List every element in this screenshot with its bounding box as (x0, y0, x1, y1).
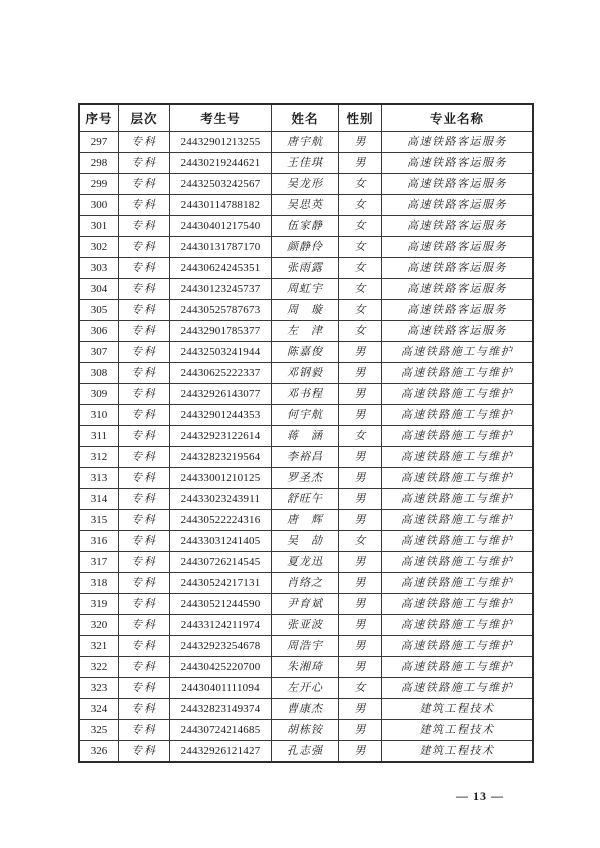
seq-cell: 308 (79, 363, 119, 384)
table-row (79, 237, 533, 258)
name-cell: 蒋 涵 (272, 426, 339, 447)
exam-no-cell: 24430525787673 (170, 300, 272, 321)
level-cell: 专科 (119, 699, 170, 720)
exam-no-cell: 24432901213255 (170, 132, 272, 153)
exam-no-cell: 24430123245737 (170, 279, 272, 300)
level-cell: 专科 (119, 321, 170, 342)
table-row (79, 363, 533, 384)
gender-cell: 男 (339, 405, 382, 426)
level-cell: 专科 (119, 552, 170, 573)
name-cell: 肖络之 (272, 573, 339, 594)
table-row (79, 384, 533, 405)
level-cell: 专科 (119, 342, 170, 363)
header-seq: 序号 (79, 104, 119, 132)
seq-cell: 314 (79, 489, 119, 510)
exam-no-cell: 24430114788182 (170, 195, 272, 216)
major-cell: 高速铁路施工与维护 (382, 531, 534, 552)
gender-cell: 男 (339, 636, 382, 657)
seq-cell: 301 (79, 216, 119, 237)
table-row (79, 573, 533, 594)
seq-cell: 309 (79, 384, 119, 405)
exam-no-cell: 24430522224316 (170, 510, 272, 531)
exam-no-cell: 24432503242567 (170, 174, 272, 195)
seq-cell: 299 (79, 174, 119, 195)
level-cell: 专科 (119, 132, 170, 153)
level-cell: 专科 (119, 426, 170, 447)
name-cell: 夏龙迅 (272, 552, 339, 573)
seq-cell: 311 (79, 426, 119, 447)
major-cell: 高速铁路客运服务 (382, 237, 534, 258)
table-row (79, 531, 533, 552)
level-cell: 专科 (119, 720, 170, 741)
name-cell: 左开心 (272, 678, 339, 699)
exam-no-cell: 24432926121427 (170, 741, 272, 763)
exam-no-cell: 24432923122614 (170, 426, 272, 447)
exam-no-cell: 24432823219564 (170, 447, 272, 468)
table-row (79, 279, 533, 300)
seq-cell: 323 (79, 678, 119, 699)
major-cell: 高速铁路客运服务 (382, 279, 534, 300)
seq-cell: 321 (79, 636, 119, 657)
major-cell: 高速铁路施工与维护 (382, 405, 534, 426)
name-cell: 胡栋铵 (272, 720, 339, 741)
seq-cell: 303 (79, 258, 119, 279)
gender-cell: 女 (339, 237, 382, 258)
level-cell: 专科 (119, 237, 170, 258)
gender-cell: 男 (339, 153, 382, 174)
table-row (79, 405, 533, 426)
major-cell: 高速铁路施工与维护 (382, 489, 534, 510)
header-row (79, 104, 533, 132)
level-cell: 专科 (119, 195, 170, 216)
level-cell: 专科 (119, 531, 170, 552)
name-cell: 陈嘉俊 (272, 342, 339, 363)
name-cell: 周虹宇 (272, 279, 339, 300)
gender-cell: 男 (339, 363, 382, 384)
header-name: 姓名 (272, 104, 339, 132)
seq-cell: 298 (79, 153, 119, 174)
seq-cell: 310 (79, 405, 119, 426)
level-cell: 专科 (119, 447, 170, 468)
header-gender: 性别 (339, 104, 382, 132)
major-cell: 高速铁路施工与维护 (382, 363, 534, 384)
exam-no-cell: 24432901244353 (170, 405, 272, 426)
exam-no-cell: 24433124211974 (170, 615, 272, 636)
gender-cell: 男 (339, 720, 382, 741)
major-cell: 建筑工程技术 (382, 741, 534, 763)
level-cell: 专科 (119, 258, 170, 279)
exam-no-cell: 24430524217131 (170, 573, 272, 594)
name-cell: 吴龙形 (272, 174, 339, 195)
header-exam-no: 考生号 (170, 104, 272, 132)
table-body (79, 132, 533, 763)
major-cell: 高速铁路客运服务 (382, 195, 534, 216)
gender-cell: 男 (339, 573, 382, 594)
name-cell: 舒旺午 (272, 489, 339, 510)
gender-cell: 女 (339, 531, 382, 552)
major-cell: 高速铁路施工与维护 (382, 426, 534, 447)
exam-no-cell: 24430131787170 (170, 237, 272, 258)
name-cell: 唐 辉 (272, 510, 339, 531)
exam-no-cell: 24432923254678 (170, 636, 272, 657)
major-cell: 高速铁路客运服务 (382, 216, 534, 237)
name-cell: 罗圣杰 (272, 468, 339, 489)
level-cell: 专科 (119, 468, 170, 489)
level-cell: 专科 (119, 363, 170, 384)
table-row (79, 300, 533, 321)
table-row (79, 741, 533, 763)
name-cell: 周 璇 (272, 300, 339, 321)
name-cell: 尹育斌 (272, 594, 339, 615)
table-row (79, 678, 533, 699)
major-cell: 高速铁路施工与维护 (382, 510, 534, 531)
name-cell: 朱湘琦 (272, 657, 339, 678)
name-cell: 左 津 (272, 321, 339, 342)
level-cell: 专科 (119, 279, 170, 300)
level-cell: 专科 (119, 657, 170, 678)
major-cell: 建筑工程技术 (382, 699, 534, 720)
table-row (79, 195, 533, 216)
gender-cell: 男 (339, 384, 382, 405)
name-cell: 吴 劼 (272, 531, 339, 552)
gender-cell: 女 (339, 678, 382, 699)
major-cell: 高速铁路客运服务 (382, 300, 534, 321)
exam-no-cell: 24433023243911 (170, 489, 272, 510)
seq-cell: 305 (79, 300, 119, 321)
gender-cell: 女 (339, 258, 382, 279)
table-row (79, 447, 533, 468)
seq-cell: 318 (79, 573, 119, 594)
name-cell: 孔志强 (272, 741, 339, 763)
level-cell: 专科 (119, 741, 170, 763)
gender-cell: 男 (339, 489, 382, 510)
header-major: 专业名称 (382, 104, 534, 132)
table-row (79, 468, 533, 489)
table-row (79, 258, 533, 279)
seq-cell: 304 (79, 279, 119, 300)
major-cell: 高速铁路施工与维护 (382, 615, 534, 636)
gender-cell: 女 (339, 195, 382, 216)
level-cell: 专科 (119, 174, 170, 195)
name-cell: 颜静伶 (272, 237, 339, 258)
level-cell: 专科 (119, 153, 170, 174)
exam-no-cell: 24432823149374 (170, 699, 272, 720)
major-cell: 高速铁路施工与维护 (382, 342, 534, 363)
seq-cell: 320 (79, 615, 119, 636)
name-cell: 王佳琪 (272, 153, 339, 174)
table-row (79, 594, 533, 615)
exam-no-cell: 24433001210125 (170, 468, 272, 489)
seq-cell: 297 (79, 132, 119, 153)
seq-cell: 313 (79, 468, 119, 489)
exam-no-cell: 24430425220700 (170, 657, 272, 678)
table-header (79, 104, 533, 132)
level-cell: 专科 (119, 216, 170, 237)
exam-no-cell: 24432503241944 (170, 342, 272, 363)
gender-cell: 女 (339, 279, 382, 300)
major-cell: 高速铁路客运服务 (382, 321, 534, 342)
gender-cell: 女 (339, 321, 382, 342)
seq-cell: 322 (79, 657, 119, 678)
name-cell: 唐宇航 (272, 132, 339, 153)
table-row (79, 132, 533, 153)
table-row (79, 615, 533, 636)
exam-no-cell: 24430219244621 (170, 153, 272, 174)
seq-cell: 324 (79, 699, 119, 720)
gender-cell: 男 (339, 132, 382, 153)
level-cell: 专科 (119, 300, 170, 321)
table-row (79, 699, 533, 720)
level-cell: 专科 (119, 384, 170, 405)
gender-cell: 女 (339, 426, 382, 447)
table-row (79, 510, 533, 531)
gender-cell: 男 (339, 594, 382, 615)
level-cell: 专科 (119, 636, 170, 657)
header-level: 层次 (119, 104, 170, 132)
major-cell: 高速铁路客运服务 (382, 174, 534, 195)
name-cell: 李裕昌 (272, 447, 339, 468)
major-cell: 高速铁路施工与维护 (382, 678, 534, 699)
major-cell: 高速铁路施工与维护 (382, 447, 534, 468)
name-cell: 何宇航 (272, 405, 339, 426)
name-cell: 曹康杰 (272, 699, 339, 720)
table-row (79, 489, 533, 510)
seq-cell: 307 (79, 342, 119, 363)
major-cell: 高速铁路施工与维护 (382, 552, 534, 573)
major-cell: 高速铁路施工与维护 (382, 573, 534, 594)
page-number: — 13 — (456, 789, 504, 803)
exam-no-cell: 24432926143077 (170, 384, 272, 405)
gender-cell: 女 (339, 216, 382, 237)
exam-no-cell: 24432901785377 (170, 321, 272, 342)
gender-cell: 男 (339, 657, 382, 678)
major-cell: 高速铁路客运服务 (382, 258, 534, 279)
major-cell: 高速铁路施工与维护 (382, 636, 534, 657)
seq-cell: 326 (79, 741, 119, 763)
seq-cell: 315 (79, 510, 119, 531)
name-cell: 张雨露 (272, 258, 339, 279)
seq-cell: 300 (79, 195, 119, 216)
gender-cell: 男 (339, 510, 382, 531)
seq-cell: 316 (79, 531, 119, 552)
name-cell: 吴思英 (272, 195, 339, 216)
table-row (79, 153, 533, 174)
gender-cell: 男 (339, 342, 382, 363)
major-cell: 高速铁路施工与维护 (382, 384, 534, 405)
level-cell: 专科 (119, 594, 170, 615)
major-cell: 高速铁路施工与维护 (382, 468, 534, 489)
major-cell: 高速铁路客运服务 (382, 153, 534, 174)
name-cell: 伍家静 (272, 216, 339, 237)
exam-no-cell: 24430401111094 (170, 678, 272, 699)
name-cell: 周浩宇 (272, 636, 339, 657)
exam-no-cell: 24430401217540 (170, 216, 272, 237)
major-cell: 建筑工程技术 (382, 720, 534, 741)
student-roster-table (78, 103, 534, 763)
level-cell: 专科 (119, 510, 170, 531)
level-cell: 专科 (119, 678, 170, 699)
name-cell: 张亚波 (272, 615, 339, 636)
major-cell: 高速铁路施工与维护 (382, 657, 534, 678)
table-row (79, 342, 533, 363)
gender-cell: 女 (339, 300, 382, 321)
table-row (79, 174, 533, 195)
exam-no-cell: 24430625222337 (170, 363, 272, 384)
name-cell: 邓书程 (272, 384, 339, 405)
table-row (79, 552, 533, 573)
table-row (79, 426, 533, 447)
exam-no-cell: 24433031241405 (170, 531, 272, 552)
seq-cell: 319 (79, 594, 119, 615)
exam-no-cell: 24430521244590 (170, 594, 272, 615)
level-cell: 专科 (119, 615, 170, 636)
seq-cell: 325 (79, 720, 119, 741)
exam-no-cell: 24430624245351 (170, 258, 272, 279)
gender-cell: 女 (339, 174, 382, 195)
gender-cell: 男 (339, 468, 382, 489)
exam-no-cell: 24430726214545 (170, 552, 272, 573)
major-cell: 高速铁路施工与维护 (382, 594, 534, 615)
major-cell: 高速铁路客运服务 (382, 132, 534, 153)
name-cell: 邓钢毅 (272, 363, 339, 384)
gender-cell: 男 (339, 615, 382, 636)
table-row (79, 216, 533, 237)
seq-cell: 306 (79, 321, 119, 342)
level-cell: 专科 (119, 573, 170, 594)
level-cell: 专科 (119, 405, 170, 426)
seq-cell: 312 (79, 447, 119, 468)
gender-cell: 男 (339, 447, 382, 468)
table-row (79, 657, 533, 678)
gender-cell: 男 (339, 699, 382, 720)
table-row (79, 321, 533, 342)
seq-cell: 317 (79, 552, 119, 573)
seq-cell: 302 (79, 237, 119, 258)
exam-no-cell: 24430724214685 (170, 720, 272, 741)
gender-cell: 男 (339, 552, 382, 573)
gender-cell: 男 (339, 741, 382, 763)
table-row (79, 636, 533, 657)
table-row (79, 720, 533, 741)
level-cell: 专科 (119, 489, 170, 510)
